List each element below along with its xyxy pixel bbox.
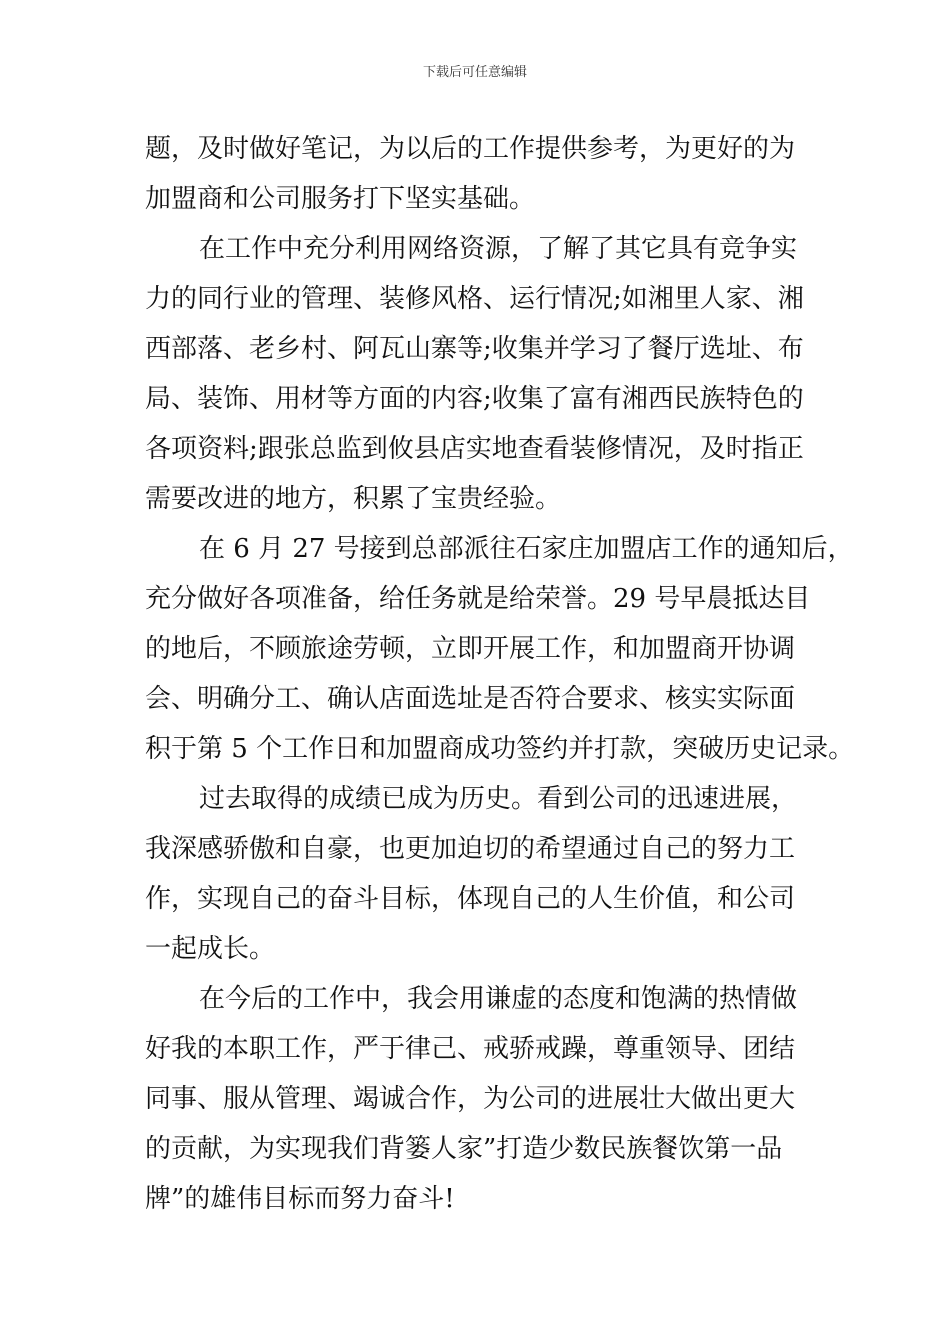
text-line: 在 6 月 27 号接到总部派往石家庄加盟店工作的通知后，	[199, 534, 854, 564]
text-line: 加盟商和公司服务打下坚实基础。	[145, 184, 536, 214]
text-line: 牌”的雄伟目标而努力奋斗!	[145, 1184, 455, 1214]
text-line: 同事、服从管理、竭诚合作，为公司的进展壮大做出更大	[145, 1084, 796, 1114]
paragraph	[145, 774, 825, 974]
text-line: 充分做好各项准备，给任务就是给荣誉。29 号早晨抵达目	[145, 584, 811, 614]
text-line: 需要改进的地方，积累了宝贵经验。	[145, 484, 562, 514]
text-line: 局、装饰、用材等方面的内容;收集了富有湘西民族特色的	[145, 384, 804, 414]
text-line: 在工作中充分利用网络资源，了解了其它具有竞争实	[199, 234, 798, 264]
text-line: 作，实现自己的奋斗目标，体现自己的人生价值，和公司	[145, 884, 796, 914]
text-line: 的地后，不顾旅途劳顿，立即开展工作，和加盟商开协调	[145, 634, 796, 664]
page-header: 下载后可任意编辑	[422, 65, 527, 80]
text-line: 力的同行业的管理、装修风格、运行情况;如湘里人家、湘	[145, 284, 804, 314]
text-line: 各项资料;跟张总监到攸县店实地查看装修情况，及时指正	[145, 434, 804, 464]
text-line: 会、明确分工、确认店面选址是否符合要求、核实实际面	[145, 684, 796, 714]
paragraph	[145, 974, 825, 1224]
text-line: 过去取得的成绩已成为历史。看到公司的迅速进展，	[199, 784, 798, 814]
text-line: 积于第 5 个工作日和加盟商成功签约并打款，突破历史记录。	[145, 734, 855, 764]
text-line: 的贡献，为实现我们背篓人家”打造少数民族餐饮第一品	[145, 1134, 783, 1164]
text-line: 在今后的工作中，我会用谦虚的态度和饱满的热情做	[199, 984, 798, 1014]
text-line: 题，及时做好笔记，为以后的工作提供参考，为更好的为	[145, 134, 796, 164]
paragraph	[145, 124, 825, 224]
document-body	[145, 124, 855, 1224]
text-line: 好我的本职工作，严于律己、戒骄戒躁，尊重领导、团结	[145, 1034, 796, 1064]
text-line: 我深感骄傲和自豪，也更加迫切的希望通过自己的努力工	[145, 834, 796, 864]
text-line: 一起成长。	[145, 934, 276, 964]
paragraph	[145, 524, 855, 774]
paragraph	[145, 224, 825, 524]
text-line: 西部落、老乡村、阿瓦山寨等;收集并学习了餐厅选址、布	[145, 334, 804, 364]
